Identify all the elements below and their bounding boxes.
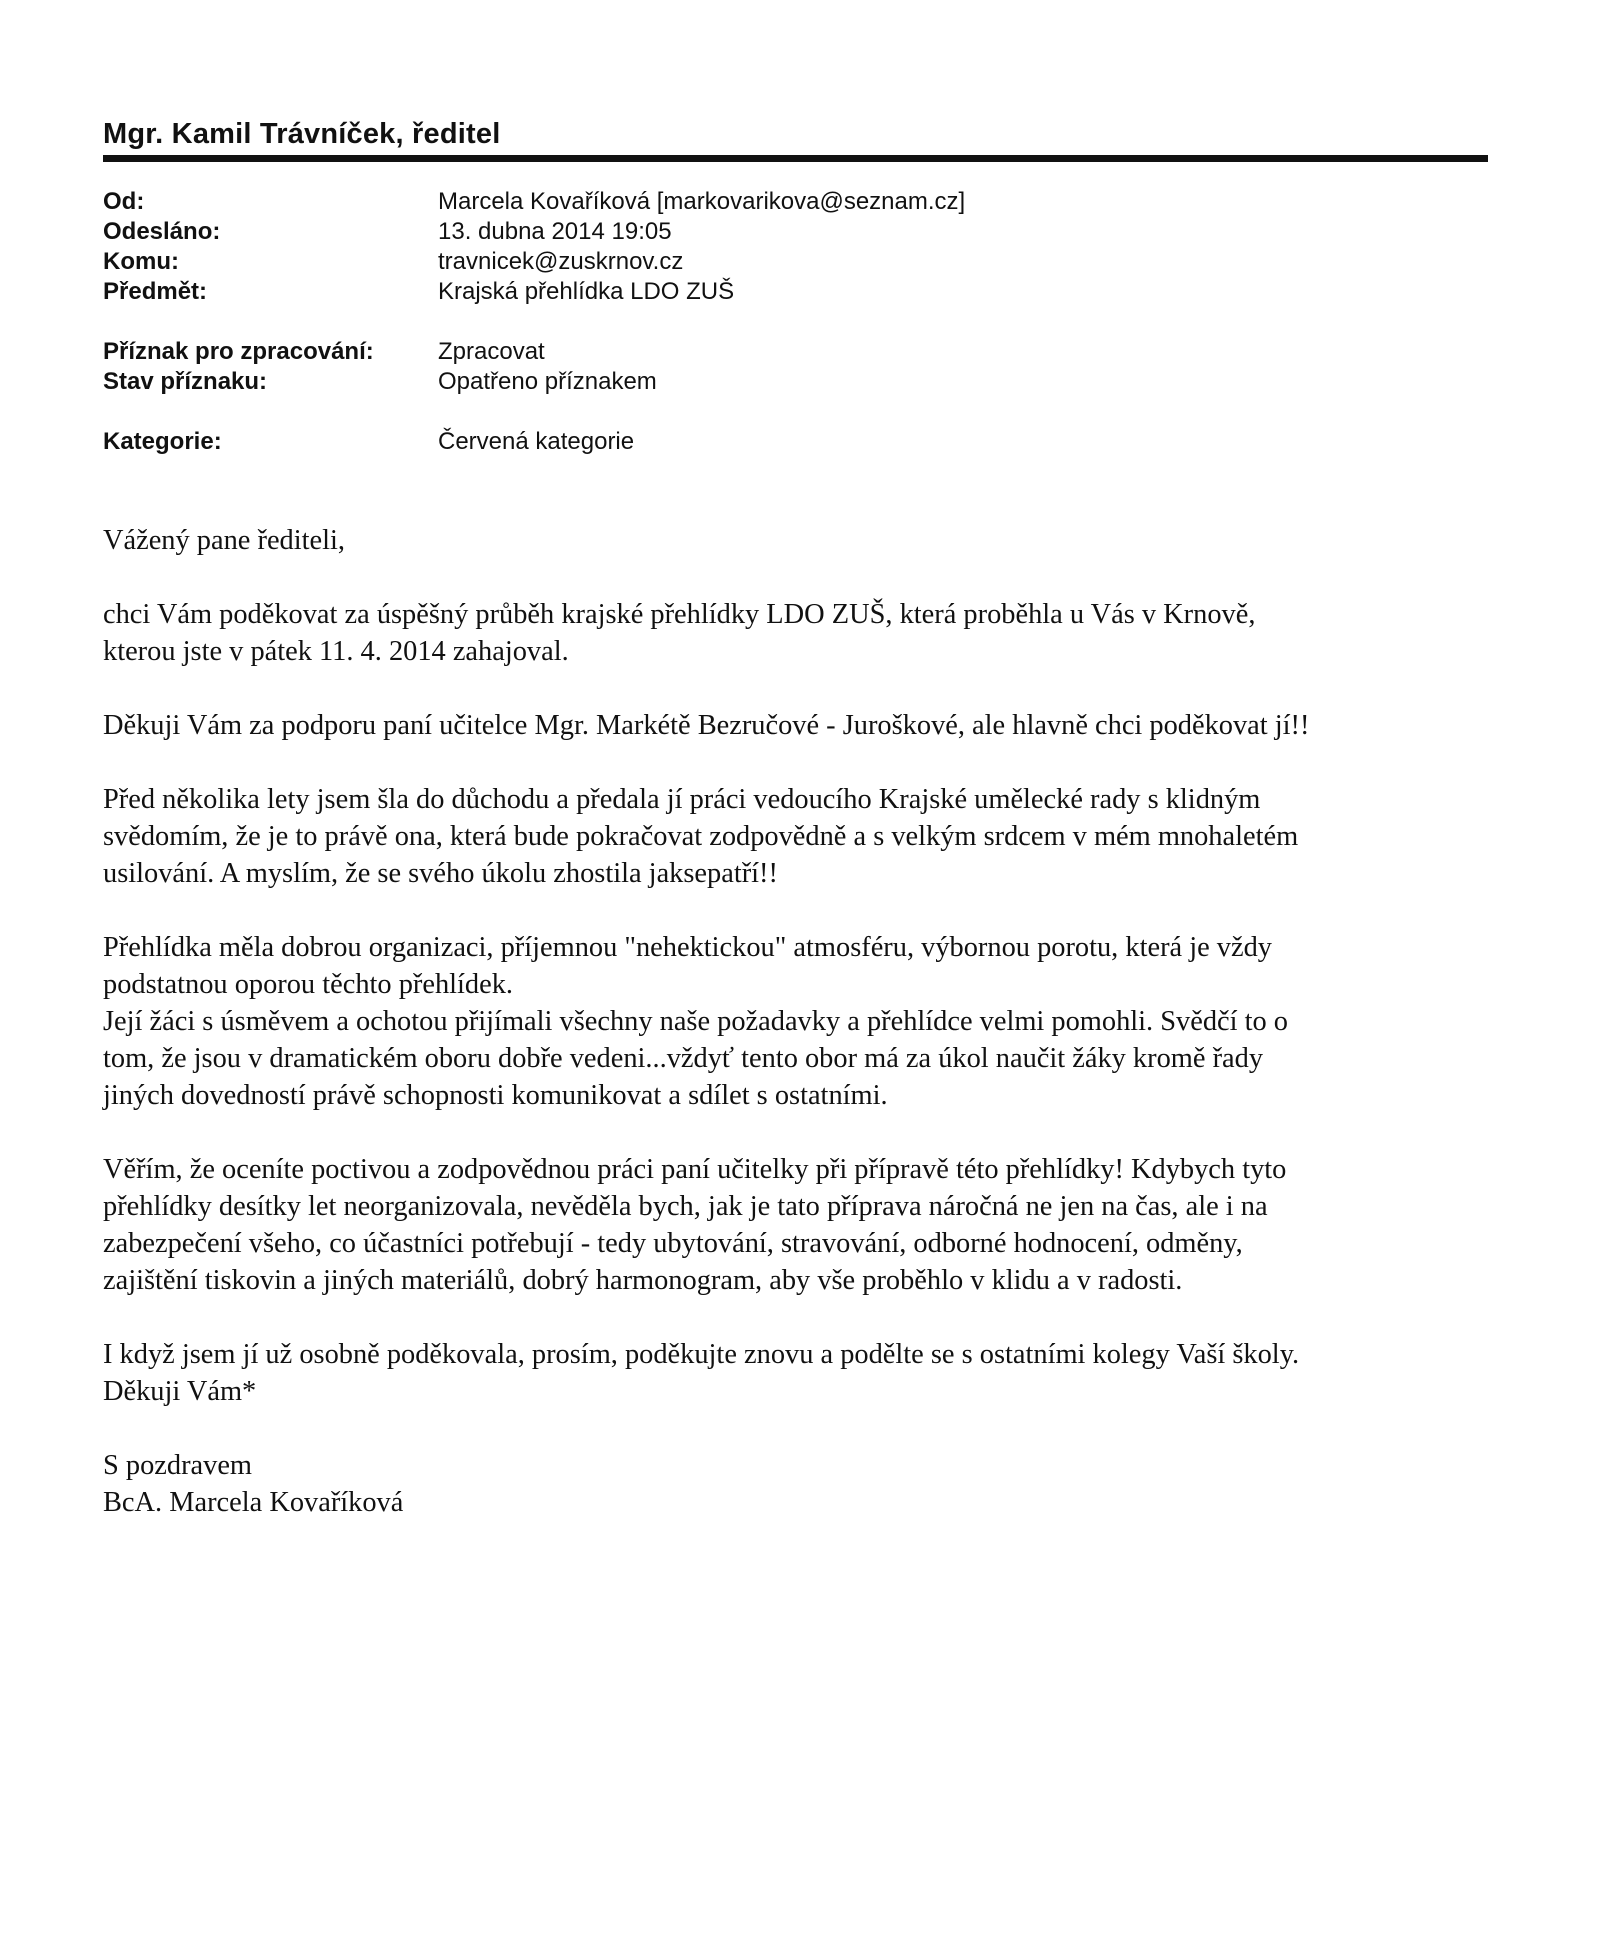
from-label: Od: [103,188,145,215]
subject-value: Krajská přehlídka LDO ZUŠ [438,278,735,305]
header-row-flag-status [103,367,1403,397]
closing-salutation: S pozdravem [103,1450,253,1481]
header-row-subject [103,277,1403,307]
paragraph-line: přehlídky desítky let neorganizovala, nevěděla bych, jak je tato příprava náročná ne jen na čas, ale i na [103,1191,1268,1222]
paragraph-line: zajištění tiskovin a jiných materiálů, dobrý harmonogram, aby vše proběhlo v klidu a v radosti. [103,1265,1183,1296]
paragraph-thanks [103,596,1523,670]
from-value: Marcela Kovaříková [markovarikova@seznam.cz] [438,188,966,215]
paragraph-line: svědomím, že je to právě ona, která bude pokračovat zodpovědně a s velkým srdcem v mém mnohaletém [103,821,1299,852]
sent-value: 13. dubna 2014 19:05 [438,218,672,245]
paragraph-retirement [103,781,1523,892]
paragraph-line: Před několika lety jsem šla do důchodu a předala jí práci vedoucího Krajské umělecké rady s klidným [103,784,1261,815]
paragraph-line: Věřím, že oceníte poctivou a zodpovědnou práci paní učitelky při přípravě této přehlídky! Kdybych tyto [103,1154,1287,1185]
header-row-flag [103,337,1403,367]
signature-block [103,1447,1523,1521]
paragraph-line: chci Vám poděkovat za úspěšný průběh krajské přehlídky LDO ZUŠ, která proběhla u Vás v Krnově, [103,599,1256,630]
flag-label: Příznak pro zpracování: [103,338,374,365]
email-body [103,522,1523,1558]
signature-name: BcA. Marcela Kovaříková [103,1487,404,1518]
paragraph-line: kterou jste v pátek 11. 4. 2014 zahajoval. [103,636,569,667]
paragraph-line: I když jsem jí už osobně poděkovala, prosím, poděkujte znovu a podělte se s ostatními kolegy Vaší školy. [103,1339,1300,1370]
subject-label: Předmět: [103,278,208,305]
category-label: Kategorie: [103,428,222,455]
paragraph-line: Děkuji Vám za podporu paní učitelce Mgr. Markétě Bezručové - Juroškové, ale hlavně chci poděkovat jí!! [103,710,1310,741]
paragraph-line: zabezpečení všeho, co účastníci potřebují - tedy ubytování, stravování, odborné hodnocení, odměny, [103,1228,1243,1259]
header-row-to [103,247,1403,277]
paragraph-organization [103,929,1523,1114]
header-row-sent [103,217,1403,247]
paragraph-line: Přehlídka měla dobrou organizaci, příjemnou "nehektickou" atmosféru, výbornou porotu, která je vždy [103,932,1272,963]
paragraph-line: Její žáci s úsměvem a ochotou přijímali všechny naše požadavky a přehlídce velmi pomohli. Svědčí to o [103,1006,1288,1037]
paragraph-line: podstatnou oporou těchto přehlídek. [103,969,514,1000]
flag-status-label: Stav příznaku: [103,368,268,395]
header-row-from [103,187,1403,217]
to-value: travnicek@zuskrnov.cz [438,248,684,275]
paragraph-line: Děkuji Vám* [103,1376,257,1407]
flag-status-value: Opatřeno příznakem [438,368,657,395]
to-label: Komu: [103,248,179,275]
category-value: Červená kategorie [438,428,635,455]
paragraph-line: tom, že jsou v dramatickém oboru dobře vedeni...vždyť tento obor má za úkol naučit žáky kromě řady [103,1043,1264,1074]
recipient-title: Mgr. Kamil Trávníček, ředitel [103,118,501,150]
paragraph-line: usilování. A myslím, že se svého úkolu zhostila jaksepatří!! [103,858,778,889]
paragraph-support [103,707,1523,744]
paragraph-request [103,1336,1523,1410]
greeting: Vážený pane řediteli, [103,525,345,556]
email-header-block [103,187,1403,457]
paragraph-line: jiných dovedností právě schopnosti komunikovat a sdílet s ostatními. [103,1080,888,1111]
title-underline [103,155,1488,162]
flag-value: Zpracovat [438,338,545,365]
paragraph-appreciation [103,1151,1523,1299]
header-row-category [103,427,1403,457]
sent-label: Odesláno: [103,218,221,245]
